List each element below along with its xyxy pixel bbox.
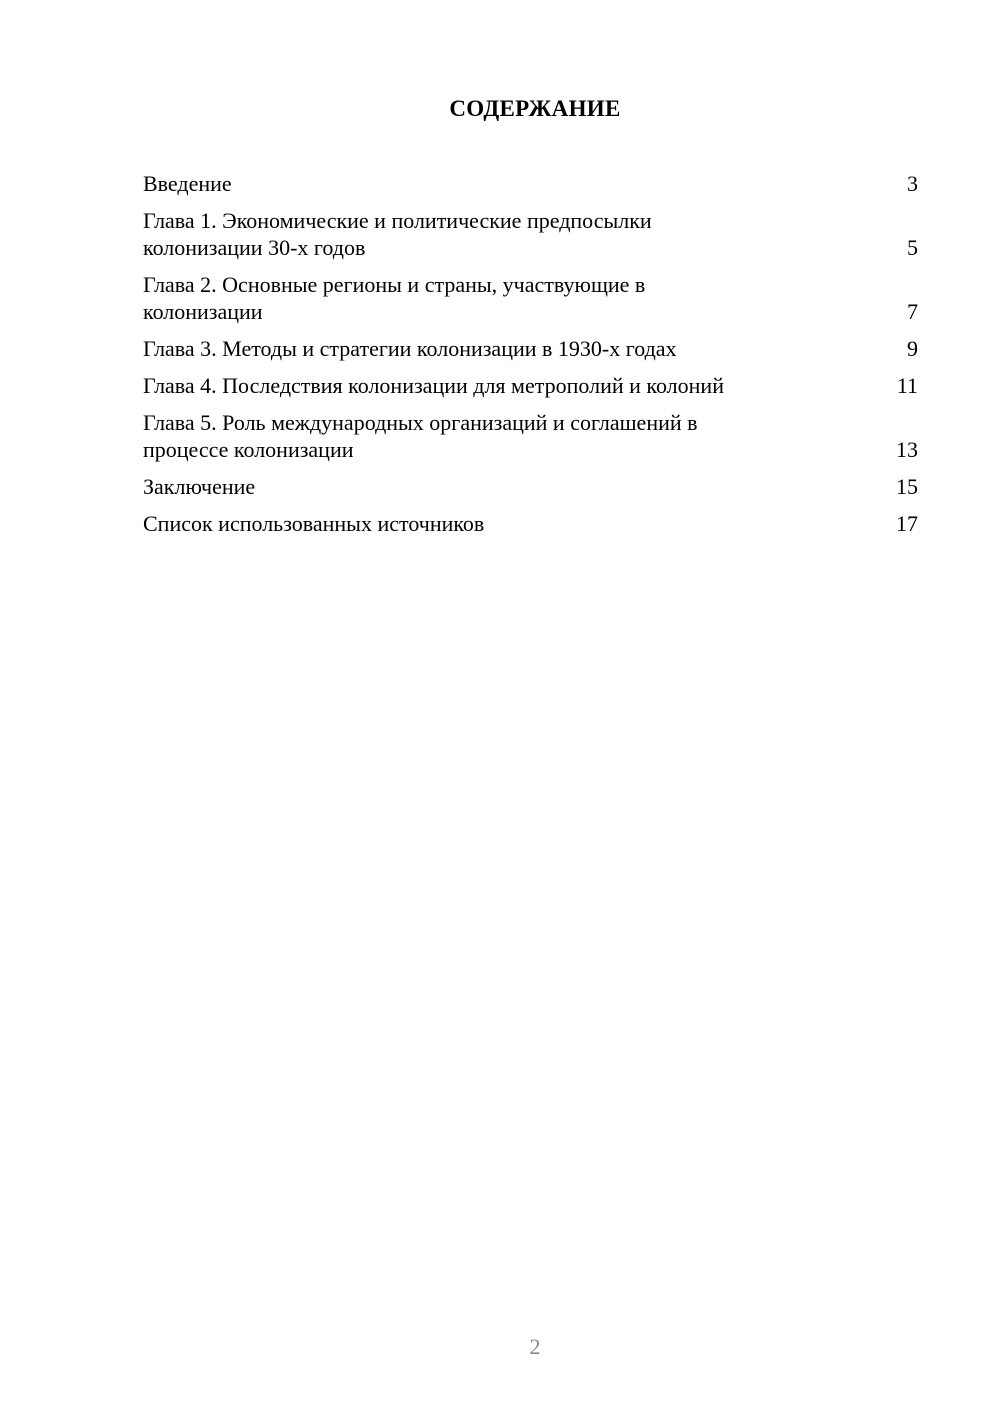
toc-entry-chapter-3[interactable] [143, 335, 918, 362]
toc-entry-page: 3 [907, 171, 918, 196]
page-title: СОДЕРЖАНИЕ [449, 96, 621, 121]
toc-entry-page: 13 [896, 437, 918, 462]
toc-entry-chapter-1[interactable] [143, 207, 918, 261]
toc-entry-title: Глава 1. Экономические и политические предпосылки колонизации 30-х годов [143, 208, 652, 260]
toc-entry-page: 7 [907, 299, 918, 324]
toc-entry-title: Глава 5. Роль международных организаций и соглашений в процессе колонизации [143, 410, 698, 462]
table-of-contents [143, 170, 918, 547]
toc-entry-page: 15 [896, 474, 918, 499]
toc-entry-chapter-4[interactable] [143, 372, 918, 399]
toc-entry-references[interactable] [143, 510, 918, 537]
toc-entry-introduction[interactable] [143, 170, 918, 197]
toc-entry-chapter-5[interactable] [143, 409, 918, 463]
toc-entry-page: 5 [907, 235, 918, 260]
toc-entry-page: 11 [896, 373, 918, 398]
toc-entry-chapter-2[interactable] [143, 271, 918, 325]
toc-entry-title: Глава 3. Методы и стратегии колонизации в 1930-х годах [143, 336, 677, 361]
toc-entry-title: Заключение [143, 474, 256, 499]
toc-entry-page: 17 [896, 511, 918, 536]
toc-entry-page: 9 [907, 336, 918, 361]
toc-entry-conclusion[interactable] [143, 473, 918, 500]
toc-entry-title: Глава 2. Основные регионы и страны, участвующие в колонизации [143, 272, 646, 324]
toc-entry-title: Введение [143, 171, 232, 196]
toc-entry-title: Глава 4. Последствия колонизации для метрополий и колоний [143, 373, 724, 398]
page-number: 2 [529, 1334, 541, 1359]
toc-entry-title: Список использованных источников [143, 511, 485, 536]
